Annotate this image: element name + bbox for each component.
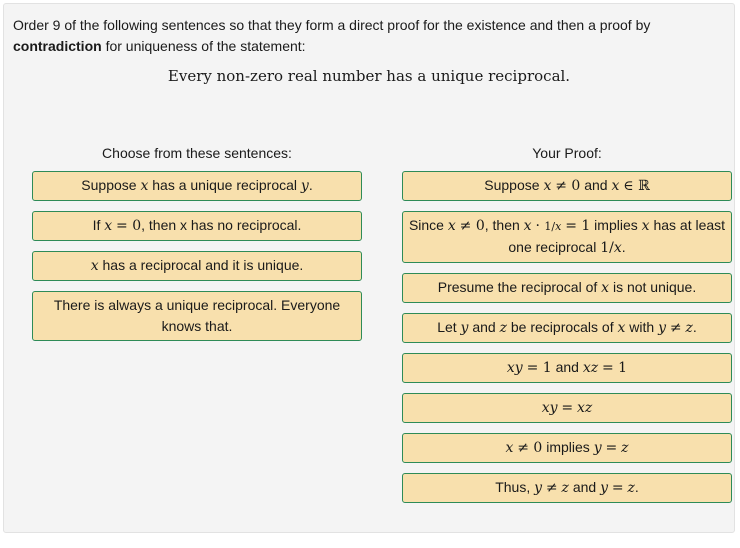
card-text: x has a reciprocal and it is unique. bbox=[90, 257, 304, 274]
source-card-1[interactable] bbox=[32, 171, 362, 201]
source-card-4[interactable] bbox=[32, 291, 362, 341]
proof-card-2[interactable] bbox=[402, 211, 732, 263]
card-text: Suppose x ≠ 0 and x ∈ ℝ bbox=[484, 177, 650, 194]
proof-card-5[interactable] bbox=[402, 353, 732, 383]
instructions-bold: contradiction bbox=[13, 38, 102, 54]
card-text: There is always a unique reciprocal. Everyone knows that. bbox=[53, 297, 341, 334]
instructions bbox=[13, 15, 713, 57]
card-text: xy = xz bbox=[541, 400, 593, 416]
proof-card-7[interactable] bbox=[402, 433, 732, 463]
card-text: Presume the reciprocal of x is not unique. bbox=[437, 279, 697, 296]
card-text: Let y and z be reciprocals of x with y ≠ z. bbox=[437, 319, 697, 336]
question-panel bbox=[3, 3, 735, 533]
card-text: If x = 0, then x has no reciprocal. bbox=[92, 217, 302, 234]
source-card-2[interactable] bbox=[32, 211, 362, 241]
card-text: Thus, y ≠ z and y = z. bbox=[495, 479, 639, 496]
proof-card-4[interactable] bbox=[402, 313, 732, 343]
proof-column-heading: Your Proof: bbox=[532, 145, 602, 161]
theorem-statement: Every non-zero real number has a unique reciprocal. bbox=[167, 67, 571, 85]
card-text: Since x ≠ 0, then x · 1/x = 1 implies x has at least one reciprocal 1/x. bbox=[408, 217, 726, 256]
proof-card-1[interactable] bbox=[402, 171, 732, 201]
card-text: Suppose x has a unique reciprocal y. bbox=[81, 177, 313, 194]
instructions-text-2: for uniqueness of the statement: bbox=[105, 38, 306, 54]
proof-card-6[interactable] bbox=[402, 393, 732, 423]
instructions-text-1: Order 9 of the following sentences so that they form a direct proof for the existence and then a proof by bbox=[13, 17, 651, 33]
card-text: x ≠ 0 implies y = z bbox=[505, 439, 629, 456]
proof-card-8[interactable] bbox=[402, 473, 732, 503]
proof-card-3[interactable] bbox=[402, 273, 732, 303]
card-text: xy = 1 and xz = 1 bbox=[506, 359, 628, 376]
source-column-heading: Choose from these sentences: bbox=[102, 145, 292, 161]
source-card-3[interactable] bbox=[32, 251, 362, 281]
